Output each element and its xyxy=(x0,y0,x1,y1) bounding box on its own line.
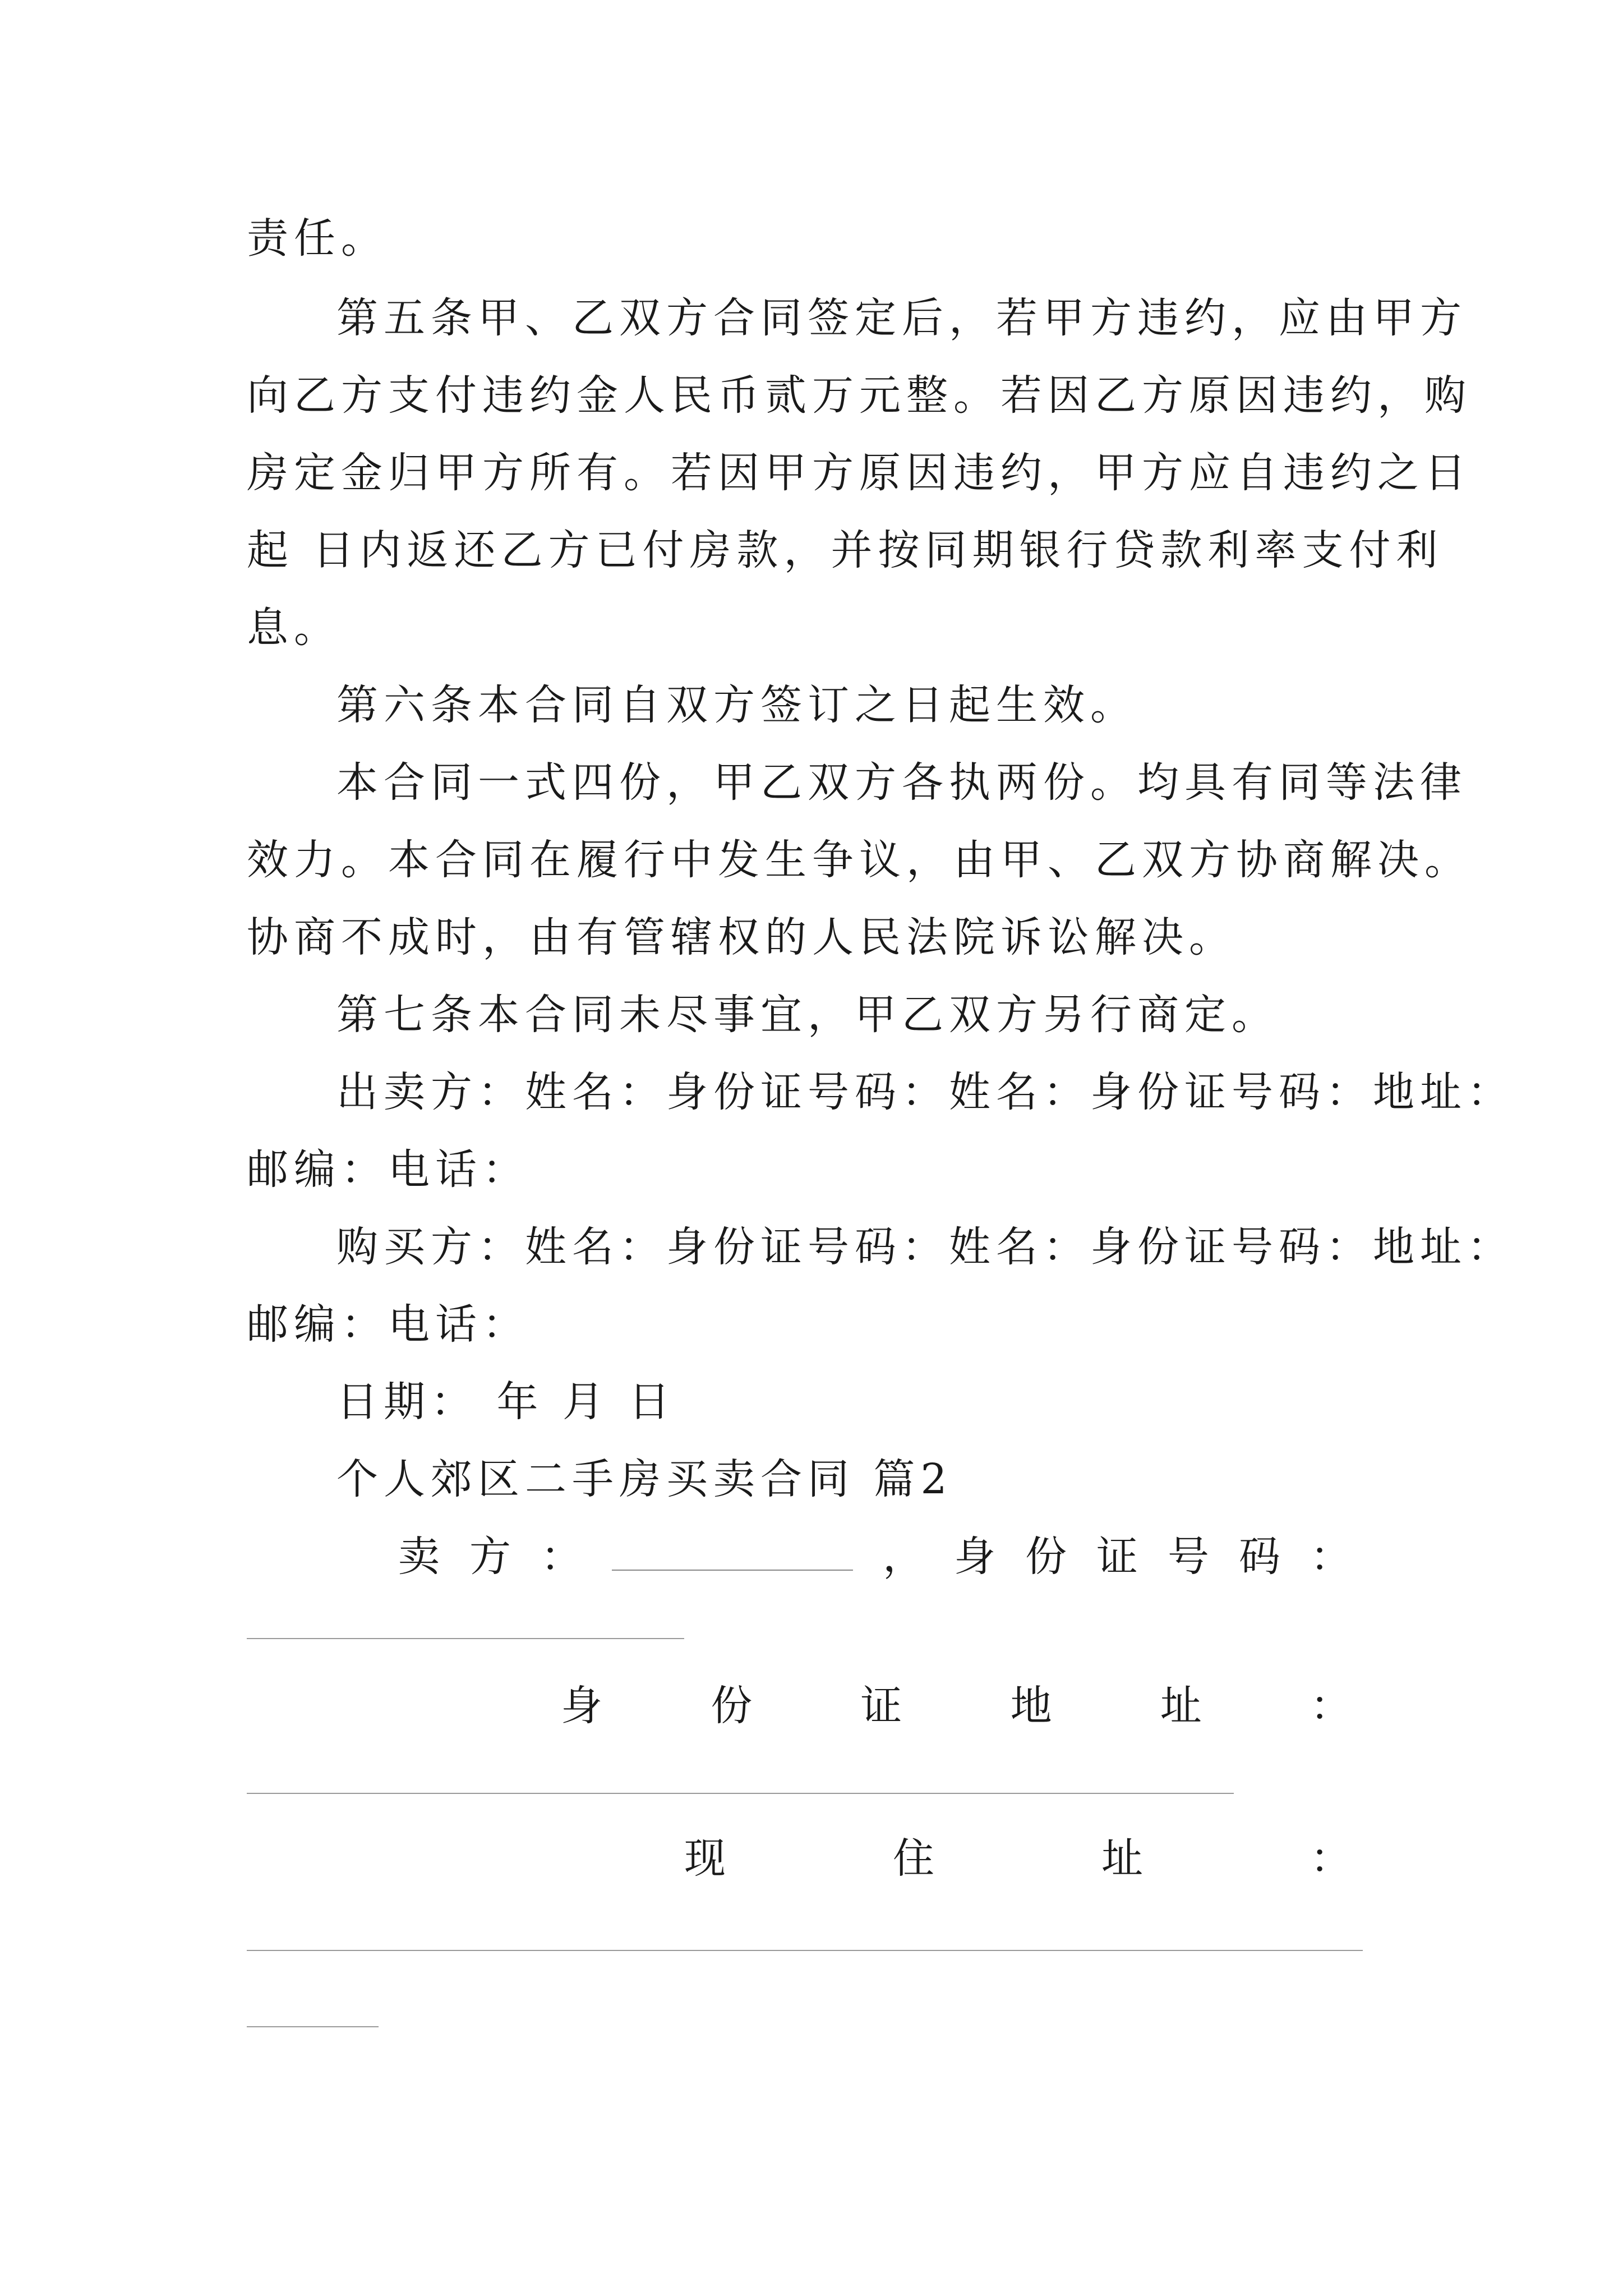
blank-rule xyxy=(247,2026,379,2027)
id-address-char: ： xyxy=(1310,1682,1352,1730)
section-heading: 个人郊区二手房买卖合同 篇2 xyxy=(336,1455,953,1503)
text-line: 息。 xyxy=(247,604,341,652)
seller-id-char: 身 xyxy=(954,1533,995,1581)
blank-rule xyxy=(247,1950,1363,1951)
text-line: 邮编：电话： xyxy=(247,1145,529,1194)
id-address-char: 份 xyxy=(711,1682,753,1730)
text-line: 协商不成时，由有管辖权的人民法院诉讼解决。 xyxy=(247,913,1236,961)
id-address-char: 身 xyxy=(561,1682,602,1730)
seller-id-char: 证 xyxy=(1096,1533,1138,1581)
text-line: 效力。本合同在履行中发生争议，由甲、乙双方协商解决。 xyxy=(247,836,1472,884)
text-line: 向乙方支付违约金人民币贰万元整。若因乙方原因违约，购 xyxy=(247,371,1472,420)
seller-id-char: 份 xyxy=(1025,1533,1067,1581)
blank-rule xyxy=(247,1638,684,1639)
id-address-char: 证 xyxy=(860,1682,902,1730)
seller-label-char: ： xyxy=(541,1533,582,1581)
current-address-row xyxy=(684,1834,1352,1883)
seller-row xyxy=(398,1533,1352,1581)
text-line: 邮编：电话： xyxy=(247,1300,529,1349)
id-address-row xyxy=(561,1682,1352,1730)
text-line: 房定金归甲方所有。若因甲方原因违约，甲方应自违约之日 xyxy=(247,449,1472,497)
current-address-char: ： xyxy=(1310,1834,1352,1883)
seller-separator: ， xyxy=(883,1533,924,1581)
seller-label-char: 方 xyxy=(469,1533,511,1581)
text-line: 起 日内返还乙方已付房款，并按同期银行贷款利率支付利 xyxy=(247,526,1444,574)
text-line: 责任。 xyxy=(247,214,388,263)
seller-id-char: 码 xyxy=(1239,1533,1280,1581)
current-address-char: 住 xyxy=(893,1834,934,1883)
seller-name-blank xyxy=(612,1536,853,1571)
text-line: 日期： 年 月 日 xyxy=(336,1378,676,1426)
text-line: 第六条本合同自双方签订之日起生效。 xyxy=(336,681,1137,729)
text-line: 出卖方：姓名：身份证号码：姓名：身份证号码：地址： xyxy=(336,1068,1514,1116)
text-line: 第五条甲、乙双方合同签定后，若甲方违约，应由甲方 xyxy=(336,294,1467,342)
blank-rule xyxy=(247,1793,1234,1794)
id-address-char: 地 xyxy=(1010,1682,1052,1730)
seller-id-char: ： xyxy=(1310,1533,1352,1581)
current-address-char: 址 xyxy=(1101,1834,1143,1883)
seller-id-char: 号 xyxy=(1168,1533,1209,1581)
text-line: 本合同一式四份，甲乙双方各执两份。均具有同等法律 xyxy=(336,758,1467,807)
id-address-char: 址 xyxy=(1160,1682,1202,1730)
text-line: 第七条本合同未尽事宜，甲乙双方另行商定。 xyxy=(336,991,1279,1039)
current-address-char: 现 xyxy=(684,1834,726,1883)
text-line: 购买方：姓名：身份证号码：姓名：身份证号码：地址： xyxy=(336,1223,1514,1271)
seller-label-char: 卖 xyxy=(398,1533,440,1581)
